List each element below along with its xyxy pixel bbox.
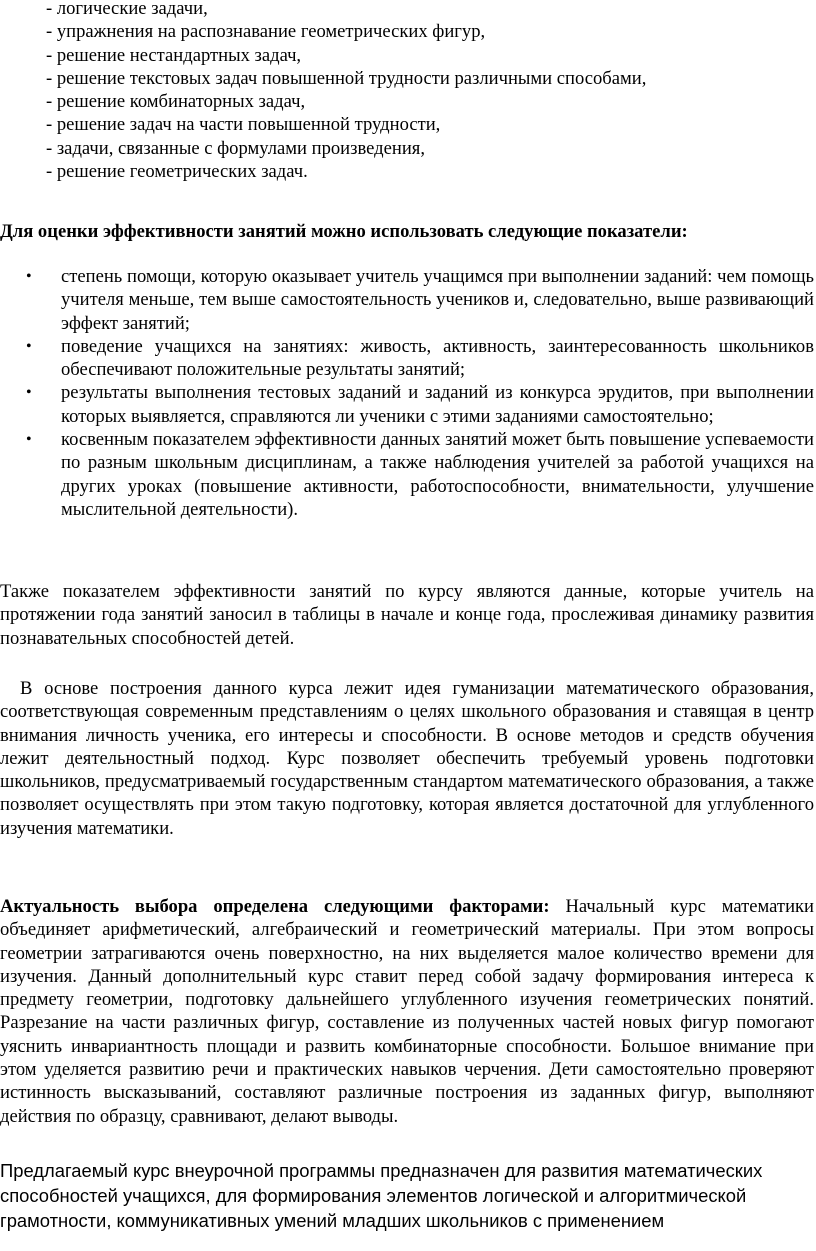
text-line: Предлагаемый курс внеурочной программы предназначен для развития математических [0,1160,763,1181]
list-item: - логические задачи, [46,0,208,19]
list-item: - решение комбинаторных задач, [46,91,306,113]
bullet-icon: • [26,431,32,449]
task-types-list [46,0,646,183]
list-item: - решение геометрических задач. [46,161,308,183]
paragraph-actuality [0,895,814,1128]
indicators-bullet-list [0,265,814,521]
list-item: - решение задач на части повышенной трудности, [46,114,441,136]
bullet-item [0,335,814,382]
bullet-item [0,381,814,428]
bullet-icon: • [26,268,32,285]
bullet-text: степень помощи, которую оказывает учитель учащимся при выполнении заданий: чем помощь учителя меньше, тем выше самостоятельность учеников и, следовательно, выше развивающий эффект занятий; [61,266,814,334]
bullet-text: результаты выполнения тестовых заданий и заданий из конкурса эрудитов, при выполнении которых выявляется, справляются ли ученики с этими заданиями самостоятельно; [61,382,814,427]
paragraph-course-purpose [0,1158,814,1234]
bullet-icon: • [26,337,32,355]
indicators-heading: Для оценки эффективности занятий можно использовать следующие показатели: [0,221,688,242]
bullet-item [0,265,814,335]
actuality-heading: Актуальность выбора определена следующими факторами: [0,896,550,917]
bullet-item [0,428,814,521]
bullet-text: косвенным показателем эффективности данных занятий может быть повышение успеваемости по разным школьным дисциплинам, а также наблюдения учителей за работой учащихся на других уроках (повышение активности, работоспособности, внимательности, улучшение мыслительной деятельности). [61,429,814,520]
list-item: - задачи, связанные с формулами произведения, [46,137,425,159]
actuality-text: Начальный курс математики объединяет арифметический, алгебраический и геометрический материалы. При этом вопросы геометрии затрагиваются очень поверхностно, на них выделяется малое количество времени для изучения. Данный дополнительный курс ставит перед собой задачу формирования интереса к предмету геометрии, подготовку дальнейшего углубленного изучения геометрических понятий. Разрезание на части различных фигур, составление из полученных частей новых фигур помогают уяснить инвариантность площади и развить комбинаторные способности. Большое внимание при этом уделяется развитию речи и практических навыков черчения. Дети самостоятельно проверяют истинность высказываний, составляют различные построения из заданных фигур, выполняют действия по образцу, сравнивают, делают выводы. [0,896,814,1127]
text-line: грамотности, коммуникативных умений младших школьников с применением [0,1210,665,1232]
bullet-icon: • [26,384,32,402]
text-line: способностей учащихся, для формирования элементов логической и алгоритмической [0,1185,747,1207]
paragraph-also: Также показателем эффективности занятий по курсу являются данные, которые учитель на протяжении года занятий заносил в таблицы в начале и конце года, прослеживая динамику развития познавательных способностей детей. [0,581,814,649]
bullet-text: поведение учащихся на занятиях: живость, активность, заинтересованность школьников обеспечивают положительные результаты занятий; [61,335,814,381]
list-item: - решение нестандартных задач, [46,44,302,66]
paragraph-basis: В основе построения данного курса лежит идея гуманизации математического образования, соответствующая современным представлениям о целях школьного образования и ставящая в центр внимания личность ученика, его интересы и способности. В основе методов и средств обучения лежит деятельностный подход. Курс позволяет обеспечить требуемый уровень подготовки школьников, предусматриваемый государственным стандартом математического образования, а также позволяет осуществлять при этом такую подготовку, которая является достаточной для углубленного изучения математики. [0,678,814,839]
list-item: - упражнения на распознавание геометрических фигур, [46,21,486,43]
list-item: - решение текстовых задач повышенной трудности различными способами, [46,67,647,89]
